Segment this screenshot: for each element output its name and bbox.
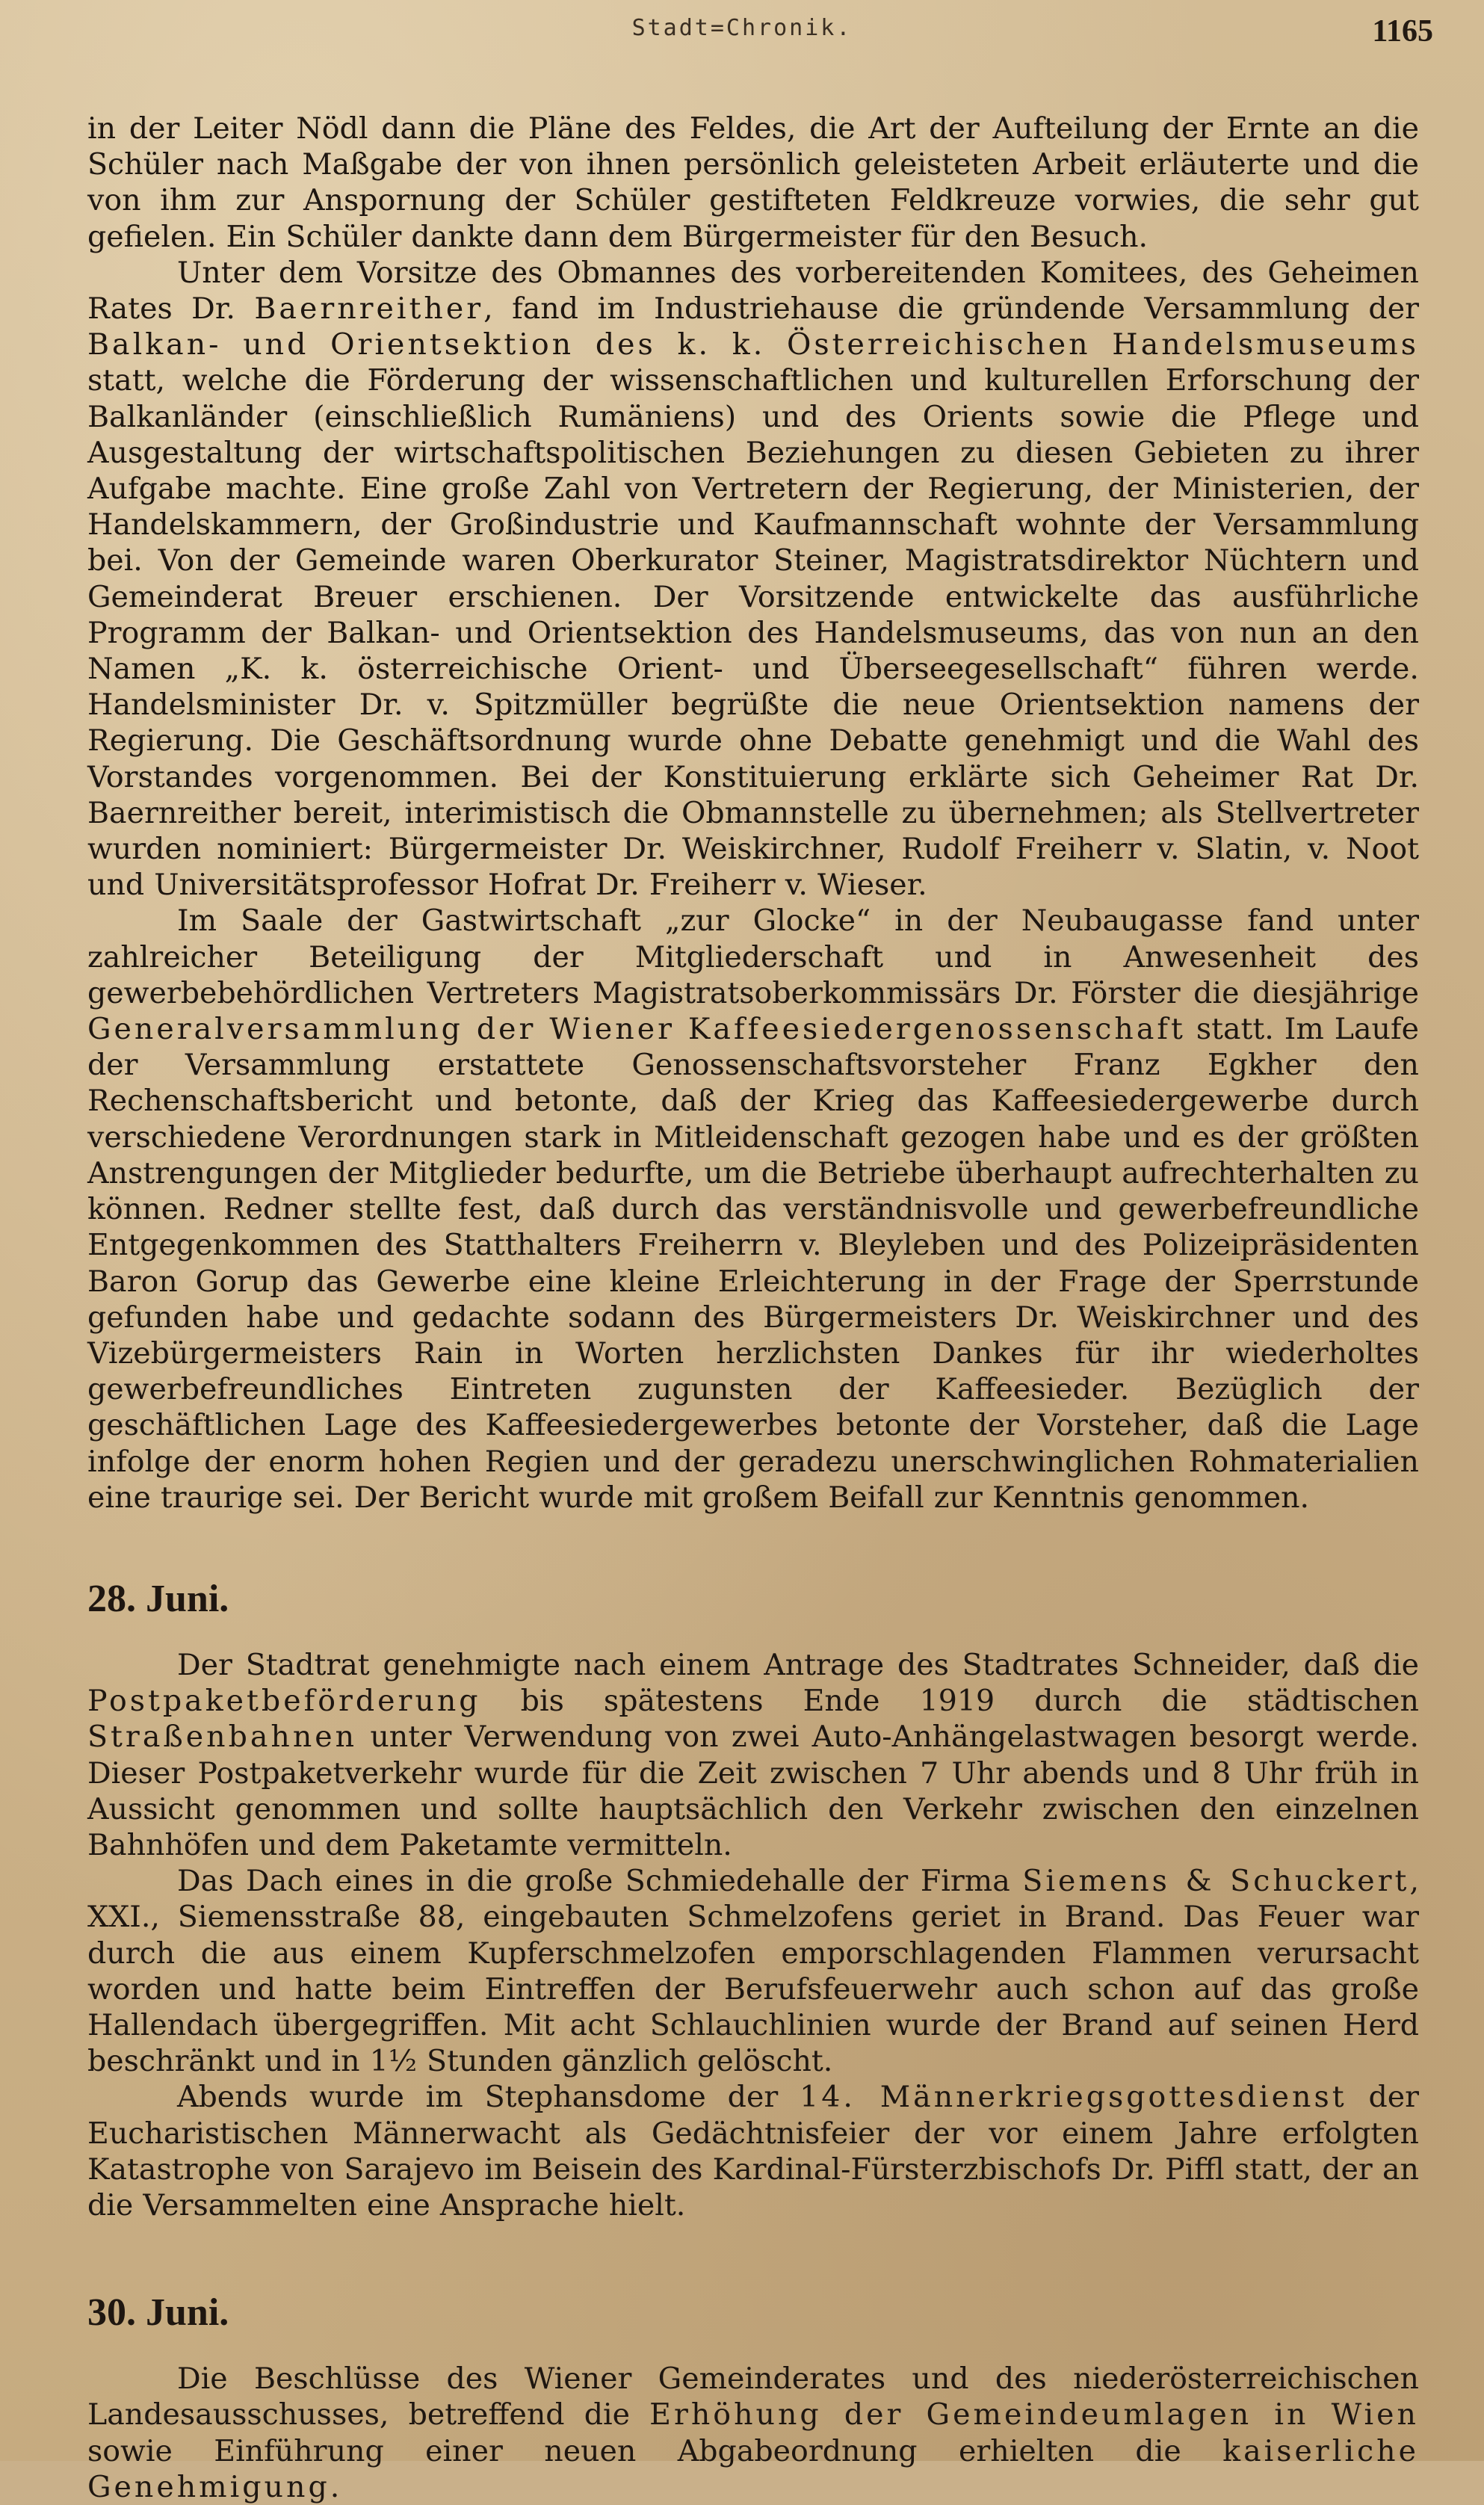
text-run: Das Dach eines in die große Schmiedehalle der Firma	[177, 1864, 1023, 1899]
section-heading-june-28: 28. Juni.	[87, 1577, 229, 1620]
emphasized-subject: Balkan- und Orientsektion des k. k. Österreichischen Handelsmuseums	[87, 327, 1419, 362]
intro-paragraph-3	[87, 903, 1419, 1515]
emphasized-name: Baernreither	[254, 291, 484, 327]
running-title: Stadt=Chronik.	[631, 15, 853, 41]
running-head	[0, 13, 1484, 51]
text-run: statt, welche die Förderung der wissenschaftlichen und kulturellen Erforschung der Balkanländer (einschließlich Rumäniens) und des Orients sowie die Pflege und Ausgestaltung der wirtschaftspolitischen Beziehungen zu diesen Gebieten zu ihrer Aufgabe machte. Eine große Zahl von Vertretern der Regierung, der Ministerien, der Handelskammern, der Großindustrie und Kaufmannschaft wohnte der Versammlung bei. Von der Gemeinde waren Oberkurator Steiner, Magistratsdirektor Nüchtern und Gemeinderat Breuer erschienen. Der Vorsitzende entwickelte das ausführliche Programm der Balkan- und Orientsektion des Handelsmuseums, das von nun an den Namen „K. k. österreichische Orient- und Überseegesellschaft“ führen werde. Handelsminister Dr. v. Spitzmüller begrüßte die neue Orientsektion namens der Regierung. Die Geschäftsordnung wurde ohne Debatte genehmigt und die Wahl des Vorstandes vorgenommen. Bei der Konstituierung erklärte sich Geheimer Rat Dr. Baernreither bereit, interimistisch die Obmannstelle zu übernehmen; als Stellvertreter wurden nominiert: Bürgermeister Dr. Weiskirchner, Rudolf Freiherr v. Slatin, v. Noot und Universitätsprofessor Hofrat Dr. Freiherr v. Wieser.	[87, 363, 1419, 903]
emphasized-name: Siemens & Schuckert	[1022, 1864, 1410, 1899]
page-number: 1165	[1372, 14, 1433, 49]
intro-paragraph-1: in der Leiter Nödl dann die Pläne des Feldes, die Art der Aufteilung der Ernte an die Schüler nach Maßgabe der von ihnen persönlich geleisteten Arbeit erläuterte und die von ihm zur Anspornung der Schüler gestifteten Feldkreuze vorwies, die sehr gut gefielen. Ein Schüler dankte dann dem Bürgermeister für den Besuch.	[87, 111, 1419, 254]
text-run: Die Beschlüsse des Wiener Gemeinderates und des niederösterreichischen Landesausschusses, betreffend die	[87, 2362, 1419, 2433]
text-body	[87, 111, 1419, 2505]
emphasized-subject: Straßenbahnen	[87, 1720, 358, 1755]
section-heading-june-30: 30. Juni.	[87, 2291, 229, 2335]
emphasized-subject: Postpaketbeförderung	[87, 1684, 481, 1719]
emphasized-subject: kaiserliche Genehmigung	[87, 2433, 1419, 2504]
june-28-paragraph-2	[87, 1863, 1419, 2079]
june-30-paragraph-1	[87, 2361, 1419, 2505]
june-28-paragraph-3	[87, 2079, 1419, 2223]
text-run: Der Stadtrat genehmigte nach einem Antrage des Stadtrates Schneider, daß die	[177, 1647, 1419, 1682]
text-run: sowie Einführung einer neuen Abgabeordnung erhielten die	[87, 2433, 1223, 2468]
text-run: bis spätestens Ende 1919 durch die städtischen	[480, 1684, 1419, 1719]
emphasized-subject: Generalversammlung der Wiener Kaffeesiedergenossenschaft	[87, 1012, 1186, 1047]
text-run: Im Saale der Gastwirtschaft „zur Glocke“ in der Neubaugasse fand unter zahlreicher Beteiligung der Mitgliederschaft und in Anwesenheit des gewerbebehördlichen Vertreters Magistratsoberkommissärs Dr. Förster die diesjährige	[87, 904, 1419, 1010]
text-run: Unter dem Vorsitze des Obmannes des vorbereitenden Komitees, des Geheimen Rates Dr.	[87, 255, 1419, 327]
text-run: , fand im Industriehause die gründende Versammlung der	[483, 291, 1419, 327]
text-run: unter Verwendung von zwei Auto-Anhängelastwagen besorgt werde. Dieser Postpaketverkehr wurde für die Zeit zwischen 7 Uhr abends und 8 Uhr früh in Aussicht genommen und sollte hauptsächlich den Verkehr zwischen den einzelnen Bahnhöfen und dem Paketamte vermitteln.	[87, 1720, 1419, 1862]
emphasized-subject: Erhöhung der Gemeindeumlagen in Wien	[649, 2397, 1419, 2433]
text-run: Abends wurde im Stephansdome der	[177, 2080, 800, 2115]
text-run: der Eucharistischen Männerwacht als Gedächtnisfeier der vor einem Jahre erfolgten Katastrophe von Sarajevo im Beisein des Kardinal-Fürsterzbischofs Dr. Piffl statt, der an die Versammelten eine Ansprache hielt.	[87, 2080, 1419, 2223]
june-28-paragraph-1	[87, 1647, 1419, 1863]
intro-paragraph-2	[87, 255, 1419, 904]
emphasized-subject: 14. Männerkriegsgottesdienst	[800, 2080, 1347, 2115]
text-run: , XXI., Siemensstraße 88, eingebauten Schmelzofens geriet in Brand. Das Feuer war durch die aus einem Kupferschmelzofen emporschlagenden Flammen verursacht worden und hatte beim Eintreffen der Berufsfeuerwehr auch schon auf das große Hallendach übergegriffen. Mit acht Schlauchlinien wurde der Brand auf seinen Herd beschränkt und in 1½ Stunden gänzlich gelöscht.	[87, 1864, 1419, 2079]
text-run: .	[330, 2469, 340, 2504]
text-run: statt. Im Laufe der Versammlung erstattete Genossenschaftsvorsteher Franz Egkher den Rechenschaftsbericht und betonte, daß der Krieg das Kaffeesiedergewerbe durch verschiedene Verordnungen stark in Mitleidenschaft gezogen habe und es der größten Anstrengungen der Mitglieder bedurfte, um die Betriebe überhaupt aufrechterhalten zu können. Redner stellte fest, daß durch das verständnisvolle und gewerbefreundliche Entgegenkommen des Statthalters Freiherrn v. Bleyleben und des Polizeipräsidenten Baron Gorup das Gewerbe eine kleine Erleichterung in der Frage der Sperrstunde gefunden habe und gedachte sodann des Bürgermeisters Dr. Weiskirchner und des Vizebürgermeisters Rain in Worten herzlichsten Dankes für ihr wiederholtes gewerbefreundliches Eintreten zugunsten der Kaffeesieder. Bezüglich der geschäftlichen Lage des Kaffeesiedergewerbes betonte der Vorsteher, daß die Lage infolge der enorm hohen Regien und der geradezu unerschwinglichen Rohmaterialien eine traurige sei. Der Bericht wurde mit großem Beifall zur Kenntnis genommen.	[87, 1012, 1419, 1515]
